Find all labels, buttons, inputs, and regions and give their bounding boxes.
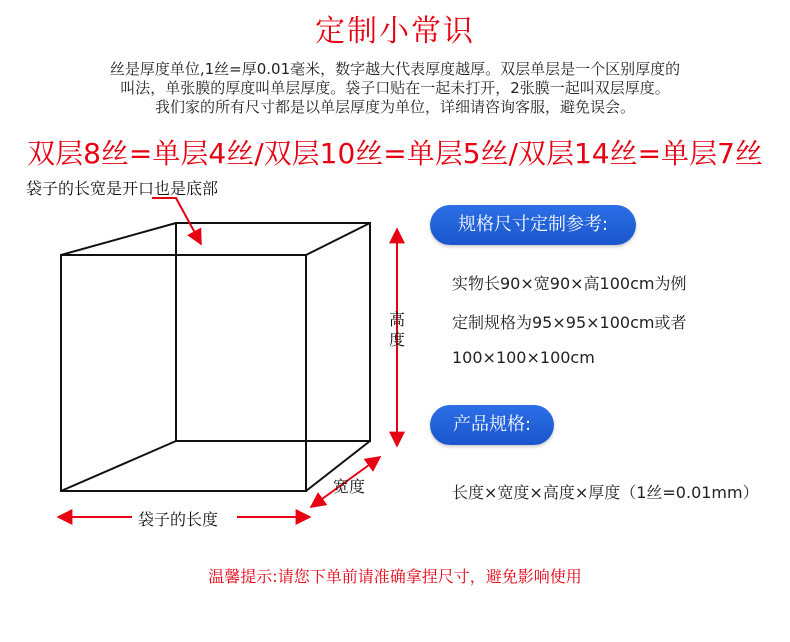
spec-example-3: 100×100×100cm bbox=[452, 348, 595, 367]
intro-line-3: 我们家的所有尺寸都是以单层厚度为单位，详细请咨询客服，避免误会。 bbox=[154, 98, 635, 116]
box-outline bbox=[61, 223, 370, 491]
spec-example-2: 定制规格为95×95×100cm或者 bbox=[452, 313, 687, 332]
height-label: 高度 bbox=[388, 310, 405, 349]
width-label: 宽度 bbox=[333, 477, 366, 496]
box-edge-bottom-left bbox=[61, 441, 176, 491]
spec-example-1: 实物长90×宽90×高100cm为例 bbox=[452, 274, 687, 293]
opening-note: 袋子的长宽是开口也是底部 bbox=[26, 179, 219, 198]
spec-reference-pill: 规格尺寸定制参考: bbox=[430, 205, 636, 245]
box-edge-top-right bbox=[306, 223, 370, 255]
product-spec-format: 长度×宽度×高度×厚度（1丝=0.01mm） bbox=[452, 483, 759, 502]
box-front-face bbox=[61, 255, 306, 491]
page-title: 定制小常识 bbox=[315, 14, 475, 49]
product-spec-pill: 产品规格: bbox=[430, 405, 554, 445]
intro-line-1: 丝是厚度单位,1丝=厚0.01毫米，数字越大代表厚度越厚。双层单层是一个区别厚度的 bbox=[109, 60, 681, 78]
intro-line-2: 叫法，单张膜的厚度叫单层厚度。袋子口贴在一起未打开，2张膜一起叫双层厚度。 bbox=[120, 79, 670, 97]
warm-tip: 温馨提示:请您下单前请准确拿捏尺寸，避免影响使用 bbox=[208, 567, 582, 586]
length-label: 袋子的长度 bbox=[138, 510, 219, 529]
box-edge-top-left bbox=[61, 223, 176, 255]
thickness-headline: 双层8丝=单层4丝/双层10丝=单层5丝/双层14丝=单层7丝 bbox=[27, 137, 763, 170]
